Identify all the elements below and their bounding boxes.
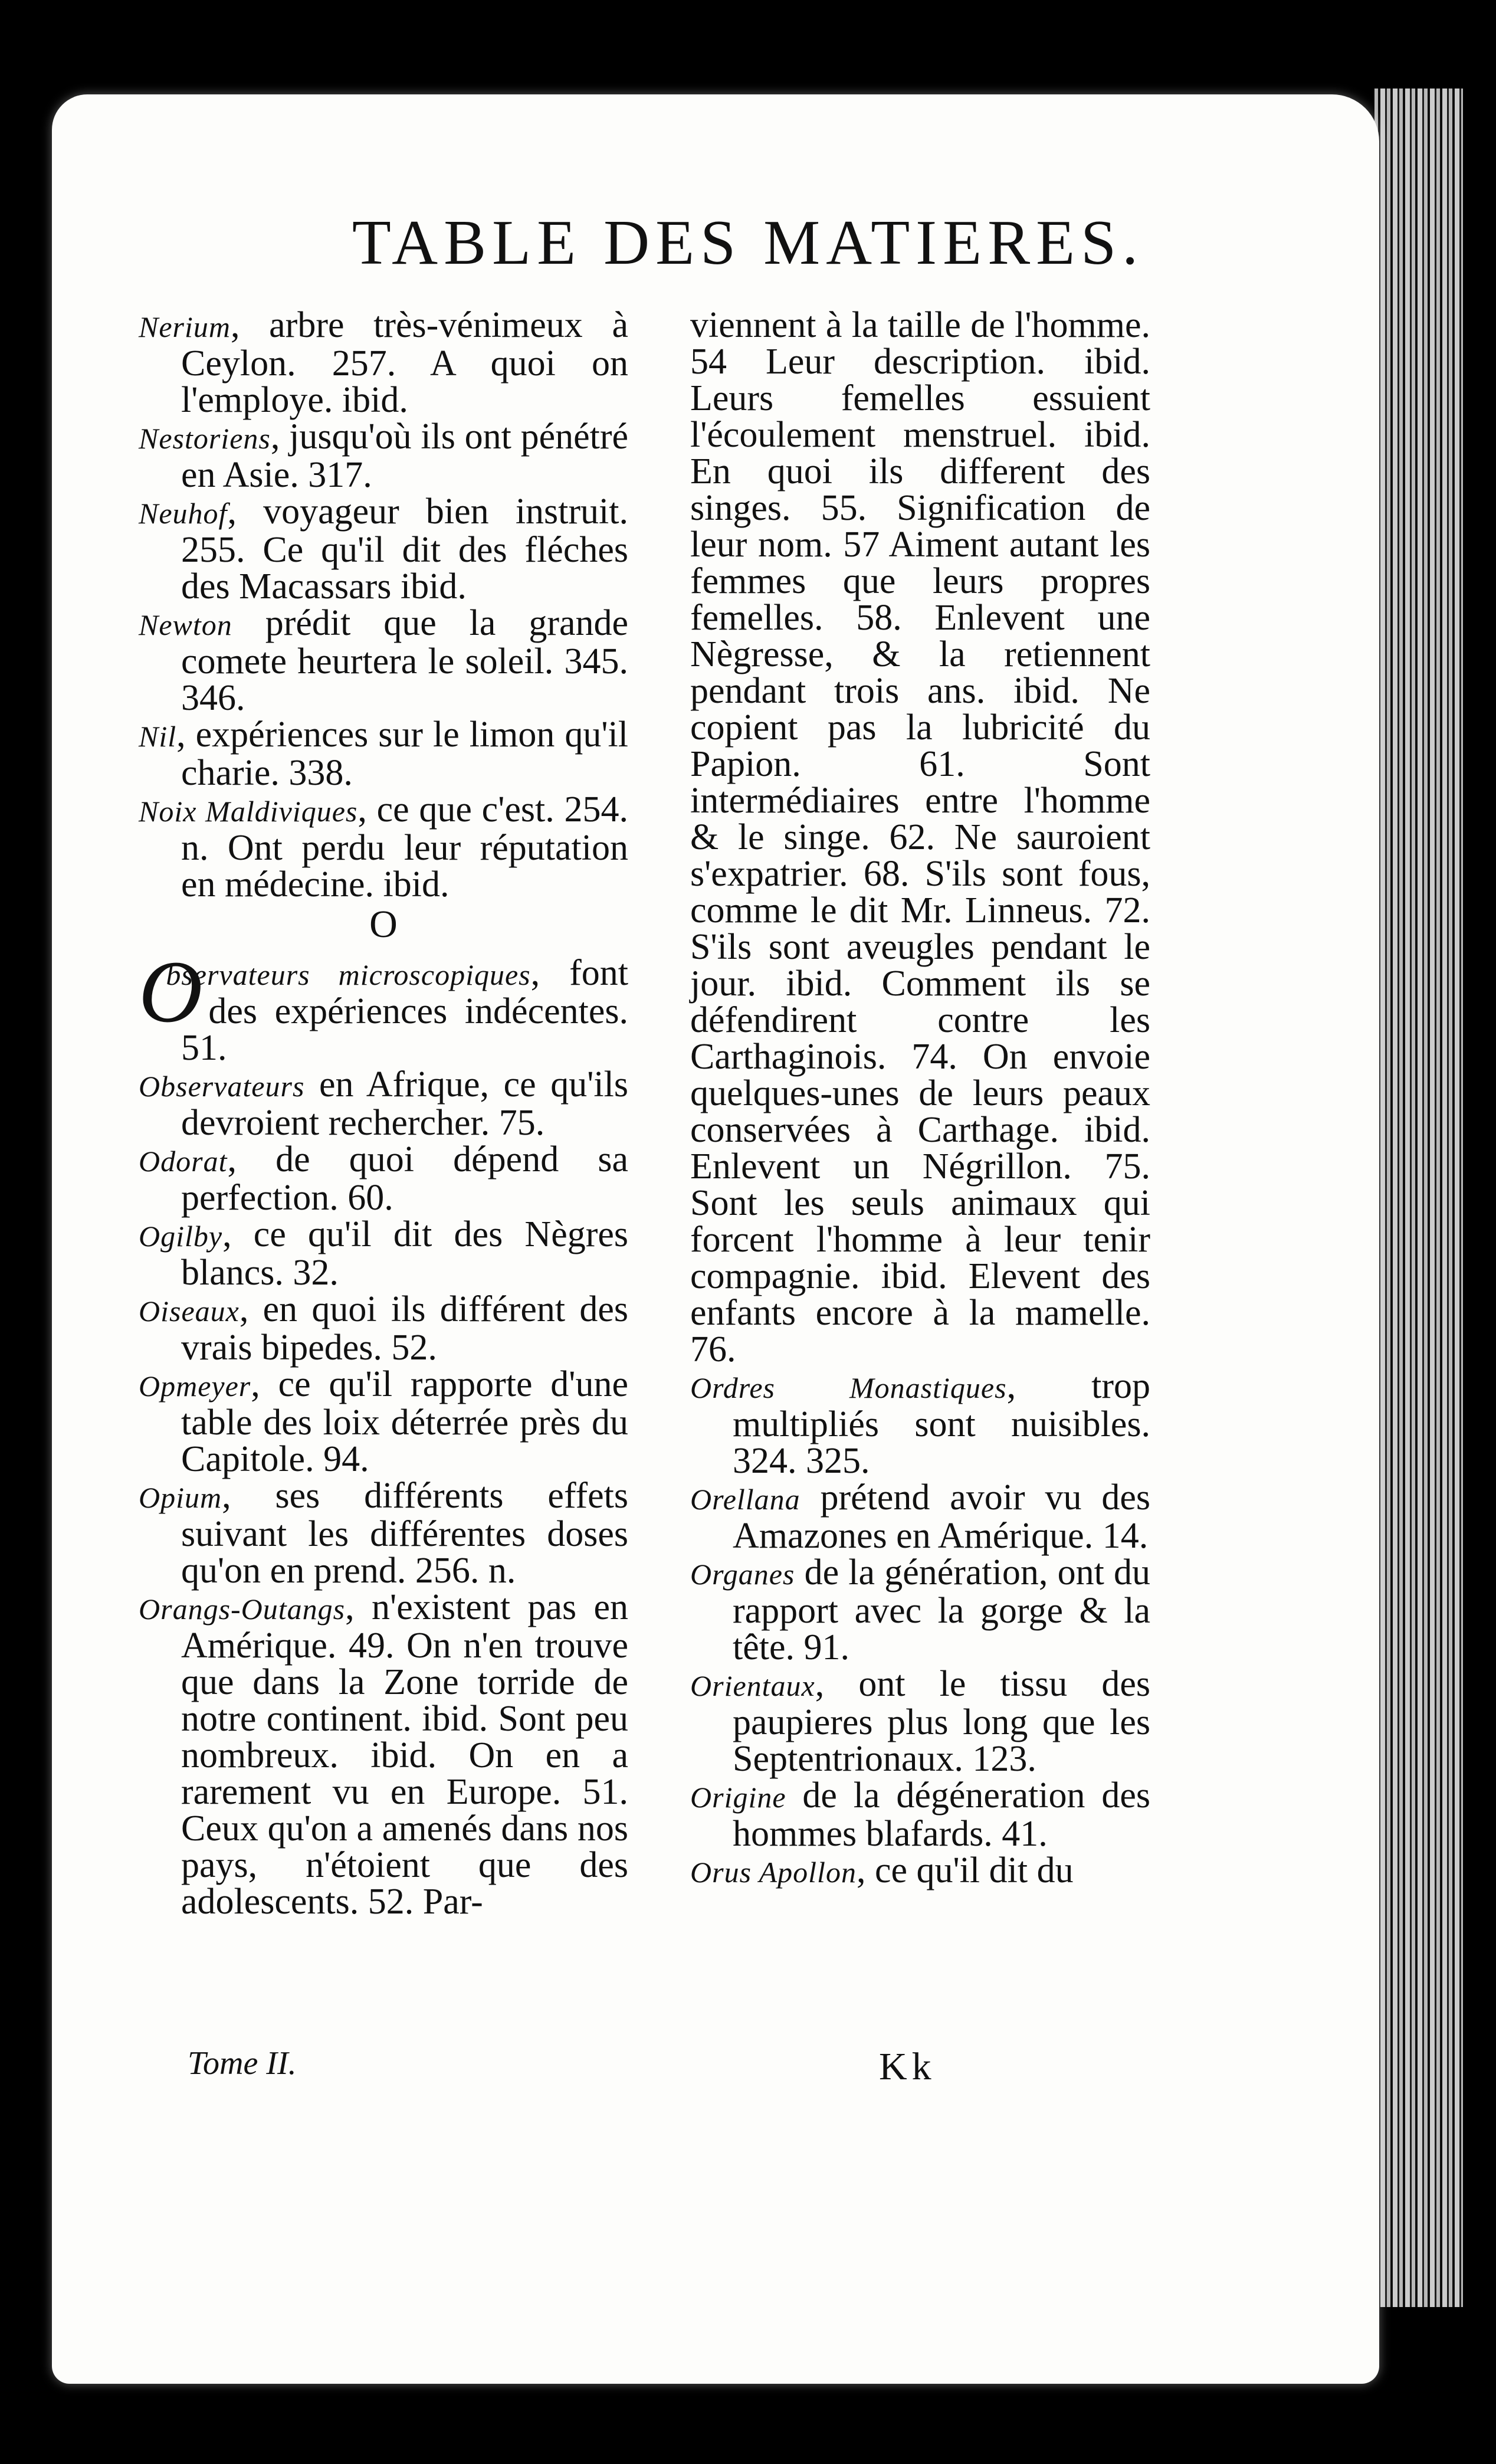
index-entry [139,605,628,716]
entry-text: , font des expériences indécentes. 51. [181,953,628,1068]
entry-text: , en quoi ils différent des vrais bipedes. 52. [181,1289,628,1368]
entry-headword: Noix Maldiviques [139,795,358,828]
index-entry [139,1141,628,1216]
index-entry [139,1066,628,1141]
index-entry [690,1554,1150,1666]
entry-headword: Oiseaux [139,1295,240,1328]
gathering-signature: Kk [879,2045,936,2088]
left-column [139,307,628,1920]
entry-headword: Opium [139,1481,222,1514]
entry-text: , trop multipliés sont nuisibles. 324. 325. [733,1366,1150,1481]
right-column [690,307,1150,1890]
volume-signature: Tome II. [188,2045,297,2082]
entry-text: , ses différents effets suivant les différentes doses qu'on en prend. 256. n. [181,1476,628,1591]
index-entry [690,1479,1150,1554]
entries-n [139,307,628,903]
entry-headword: Odorat [139,1145,228,1178]
index-entry [139,1291,628,1366]
entry-headword: Nestoriens [139,422,271,455]
entry-headword: Organes [690,1558,795,1591]
entry-text: de la dégéneration des hommes blafards. 41. [733,1775,1150,1854]
entry-headword: Nerium [139,310,231,343]
entry-text: , ce qu'il dit du [856,1850,1074,1890]
page-edges [1374,89,1463,2307]
entry-text: , voyageur bien instruit. 255. Ce qu'il dit des fléches des Macassars ibid. [181,492,628,607]
entry-headword: Orangs-Outangs [139,1593,346,1626]
index-entry [139,493,628,605]
entry-headword: Observateurs [139,1070,305,1103]
entries-o-right [690,1368,1150,1890]
index-entry [139,1477,628,1589]
entry-text: , expériences sur le limon qu'il charie. 338. [176,715,628,793]
entry-text: prétend avoir vu des Amazones en Amérique. 14. [733,1477,1150,1556]
entry-headword: Ordres Monastiques [690,1371,1007,1404]
entry-text: , arbre très-vénimeux à Ceylon. 257. A quoi on l'employe. ibid. [181,305,628,420]
index-entry [139,1366,628,1477]
entry-text: en Afrique, ce qu'ils devroient rechercher. 75. [181,1064,628,1143]
index-entry [139,307,628,418]
index-entry [139,1589,628,1920]
index-entry [139,418,628,493]
entry-headword: Orientaux [690,1669,815,1702]
index-entry [139,943,628,1068]
drop-capital: O [139,943,203,1041]
index-entry [139,791,628,903]
entry-headword: Opmeyer [139,1369,251,1403]
entry-text: , n'existent pas en Amérique. 49. On n'en trouve que dans la Zone torride de notre continent. ibid. Sont peu nombreux. ibid. On en a rarement vu en Europe. 51. Ceux qu'on a amenés dans nos pays, n'étoient que des adolescents. 52. Par- [181,1587,628,1922]
entry-headword: Orellana [690,1483,801,1516]
index-entry [690,1777,1150,1852]
entry-headword: Origine [690,1781,786,1814]
entry-headword: bservateurs microscopiques [166,958,531,991]
entry-headword: Nil [139,720,177,753]
entry-text: , de quoi dépend sa perfection. 60. [181,1139,628,1218]
entry-headword: Orus Apollon [690,1856,857,1889]
entry-text: , ce que c'est. 254. n. Ont perdu leur réputation en médecine. ibid. [181,789,628,905]
entry-text: prédit que la grande comete heurtera le soleil. 345. 346. [181,603,628,718]
entry-text: , ce qu'il dit des Nègres blancs. 32. [181,1214,628,1293]
index-entry [690,1368,1150,1479]
page-header: TABLE DES MATIERES. [352,208,1144,278]
continued-entry: viennent à la taille de l'homme. 54 Leur description. ibid. Leurs femelles essuient l'écoulement menstruel. ibid. En quoi ils different des singes. 55. Signification de leur nom. 57 Aiment autant les femmes que leurs propres femelles. 58. Enlevent une Nègresse, & la retiennent pendant trois ans. ibid. Ne copient pas la lubricité du Papion. 61. Sont intermédiaires entre l'homme & le singe. 62. Ne sauroient s'expatrier. 68. S'ils sont fous, comme le dit Mr. Linneus. 72. S'ils sont aveugles pendant le jour. ibid. Comment ils se défendirent contre les Carthaginois. 74. On envoie quelques-unes de leurs peaux conservées à Carthage. ibid. Enlevent un Négrillon. 75. Sont les seuls animaux qui forcent l'homme à leur tenir compagnie. ibid. Elevent des enfants encore à la mamelle. 76. [690,305,1150,1369]
entry-headword: Neuhof [139,497,228,530]
index-entry [139,1216,628,1291]
entry-text: , ont le tissu des paupieres plus long que les Septentrionaux. 123. [733,1664,1150,1779]
entries-o [139,943,628,1922]
index-entry [690,1666,1150,1777]
section-letter: O [369,903,398,946]
entry-text: de la génération, ont du rapport avec la gorge & la tête. 91. [733,1552,1150,1667]
entry-text: , ce qu'il rapporte d'une table des loix déterrée près du Capitole. 94. [181,1364,628,1479]
entry-text: , jusqu'où ils ont pénétré en Asie. 317. [181,417,628,495]
index-entry [690,1852,1150,1890]
index-entry [139,716,628,791]
entry-headword: Newton [139,608,232,641]
entry-headword: Ogilby [139,1220,223,1253]
